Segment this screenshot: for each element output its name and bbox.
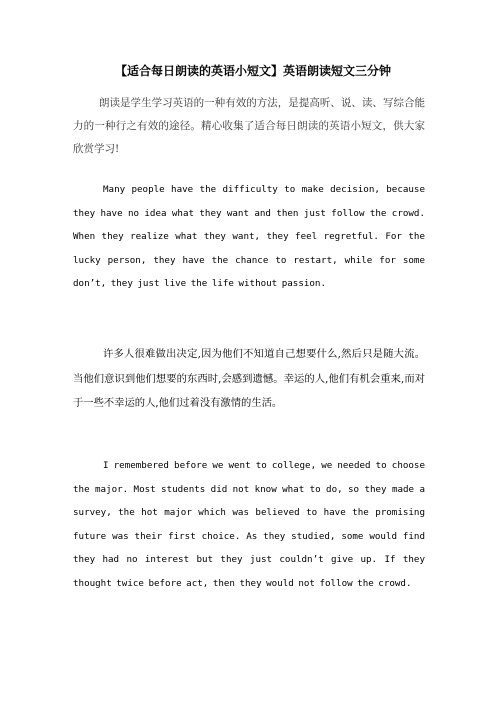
- document-title: 【适合每日朗读的英语小短文】英语朗读短文三分钟: [114, 64, 391, 78]
- intro-paragraph: 朗读是学生学习英语的一种有效的方法，是提高听、说、读、写综合能力的一种行之有效的途径。精心收集了适合每日朗读的英语小短文，供大家欣赏学习!: [73, 97, 425, 155]
- chinese-paragraph-1: 许多人很难做出决定,因为他们不知道自己想要什么,然后只是随大流。当他们意识到他们想要的东西时,会感到遗憾。幸运的人,他们有机会重来,而对于一些不幸运的人,他们过着没有激情的生活。: [73, 348, 425, 409]
- english-paragraph-1: Many people have the difficulty to make decision, because they have no idea what they want and then just follow the crowd. When they realize what they want, they feel regretful. For the lucky person, they have the chance to restart, while for some don’t, they just live the life without passion.: [73, 184, 425, 289]
- english-paragraph-2: I remembered before we went to college, we needed to choose the major. Most students did not know what to do, so they made a survey, the hot major which was believed to have the promising future was their first choice. As they studied, some would find they had no interest but they just couldn’t give up. If they thought twice before act, then they would not follow the crowd.: [73, 460, 425, 589]
